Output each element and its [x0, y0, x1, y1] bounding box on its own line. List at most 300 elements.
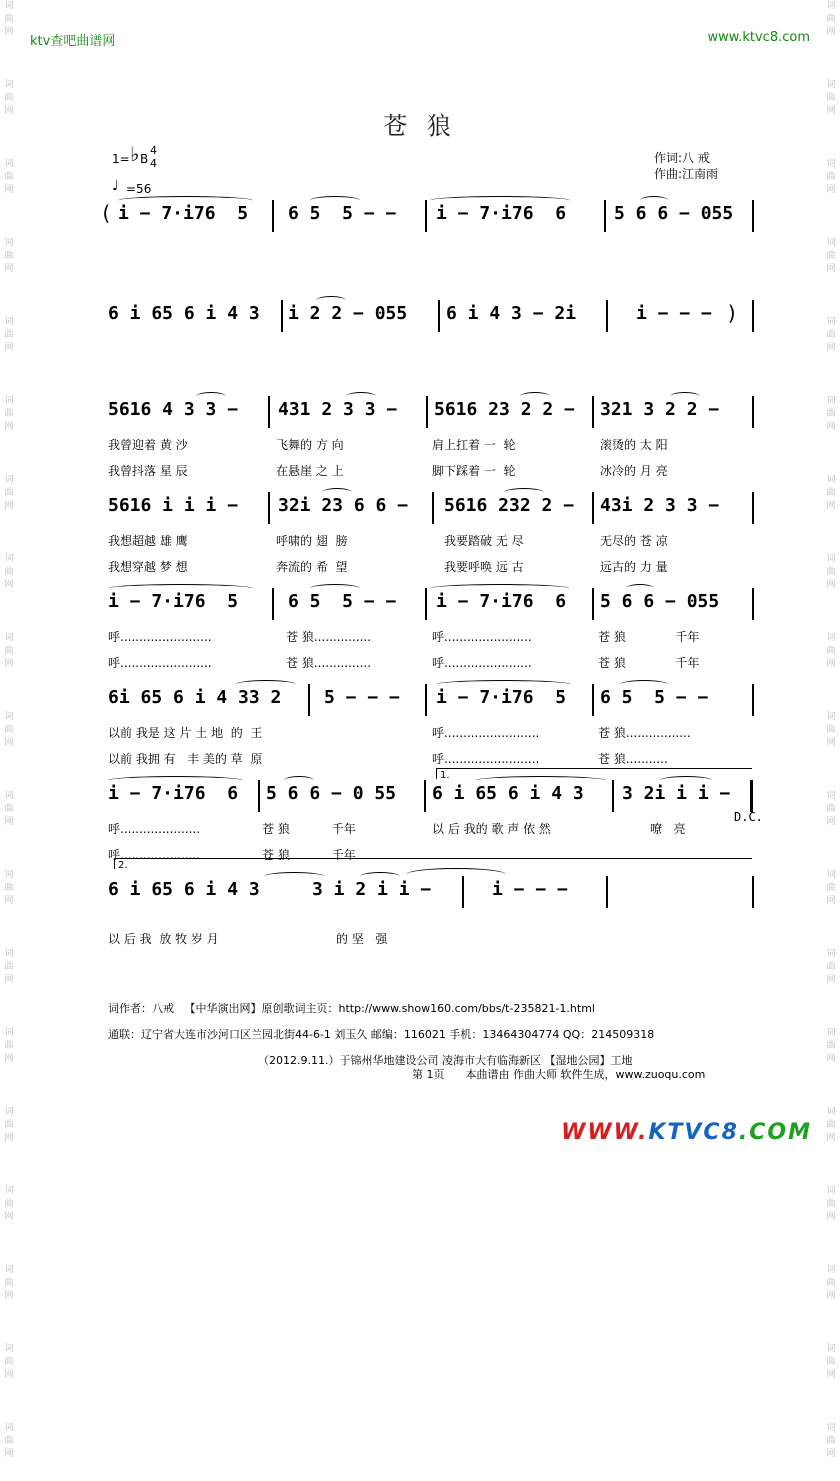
measure: 6 i 4 3 − 2i — [446, 303, 577, 324]
bar-line — [606, 300, 608, 332]
lyric: 苍 狼................. — [598, 726, 691, 740]
lyric: 以前 我是 这 片 土 地 的 王 — [108, 726, 263, 740]
slur — [360, 872, 400, 881]
volta-1-label: 1. — [440, 770, 450, 781]
score-row-2 — [0, 300, 840, 340]
watermark-gap — [2, 750, 16, 770]
watermark-glyph: 词 — [4, 1344, 14, 1354]
measure: 6 5 5 − − — [288, 203, 397, 224]
watermark-glyph: 词 — [4, 870, 14, 880]
lyric: 呼....................... — [432, 630, 532, 644]
footer-address-line: 通联：辽宁省大连市沙河口区兰园北街44-6-1 刘玉久 邮编：116021 手机：13464304774 QQ：214509318 — [108, 1028, 655, 1041]
watermark-glyph: 词 — [4, 949, 14, 959]
bar-line — [752, 300, 754, 332]
measure: i − 7·i76 6 — [436, 203, 567, 224]
watermark-glyph: 词 — [826, 1107, 836, 1117]
watermark-gap — [824, 1224, 838, 1244]
watermark-right — [824, 0, 838, 1459]
slur — [520, 392, 550, 401]
bar-line — [752, 588, 754, 620]
watermark-glyph: 曲 — [826, 14, 836, 24]
measure: 6i 65 6 i 4 33 2 — [108, 687, 282, 708]
watermark-glyph: 词 — [826, 396, 836, 406]
watermark-gap — [824, 276, 838, 296]
slur — [620, 680, 668, 689]
watermark-left — [2, 0, 16, 1459]
slur — [316, 296, 346, 305]
watermark-glyph: 曲 — [826, 1199, 836, 1209]
watermark-gap — [2, 1066, 16, 1086]
lyric: 脚下踩着 一 轮 — [432, 464, 516, 478]
lyric: 以 后 我的 歌 声 依 然 — [432, 822, 551, 836]
watermark-glyph: 网 — [4, 738, 14, 748]
watermark-glyph: 网 — [826, 580, 836, 590]
slur — [284, 776, 314, 785]
watermark-glyph: 曲 — [826, 646, 836, 656]
key-letter: B — [140, 152, 149, 166]
watermark-glyph: 词 — [826, 1265, 836, 1275]
measure: 5 − − − — [324, 687, 400, 708]
watermark-glyph: 曲 — [826, 725, 836, 735]
watermark-glyph: 词 — [826, 949, 836, 959]
site-name-left[interactable]: ktv查吧曲谱网 — [30, 34, 116, 49]
watermark-glyph: 网 — [826, 27, 836, 37]
slur — [436, 680, 571, 689]
measure: 6 5 5 − − — [288, 591, 397, 612]
measure: 321 3 2 2 − — [600, 399, 720, 420]
watermark-gap — [824, 1145, 838, 1165]
bar-line — [272, 588, 274, 620]
measure: 5616 4 3 3 − — [108, 399, 239, 420]
lyric: 苍 狼 千年 — [262, 822, 356, 836]
lyricist: 作词:八 戒 — [654, 151, 710, 165]
watermark-glyph: 网 — [826, 659, 836, 669]
bar-line — [258, 780, 260, 812]
lyric: 苍 狼 千年 — [598, 656, 700, 670]
bar-line — [752, 200, 754, 232]
watermark-glyph: 词 — [826, 1, 836, 11]
watermark-glyph: 网 — [4, 975, 14, 985]
measure: 431 2 3 3 − — [278, 399, 398, 420]
bar-line — [606, 876, 608, 908]
watermark-glyph: 曲 — [4, 567, 14, 577]
measure: 5 6 6 − 0 55 — [266, 783, 397, 804]
watermark-glyph: 曲 — [826, 93, 836, 103]
watermark-glyph: 曲 — [4, 883, 14, 893]
score-row-1 — [0, 200, 840, 240]
watermark-gap — [824, 1461, 838, 1481]
watermark-glyph: 曲 — [826, 1041, 836, 1051]
watermark-glyph: 词 — [4, 1423, 14, 1433]
watermark-glyph: 词 — [4, 791, 14, 801]
watermark-glyph: 词 — [826, 1186, 836, 1196]
da-capo-mark: D.C. — [734, 810, 763, 824]
bar-line — [272, 200, 274, 232]
watermark-glyph: 网 — [826, 106, 836, 116]
watermark-glyph: 曲 — [826, 1120, 836, 1130]
watermark-gap — [824, 1303, 838, 1323]
score-row-5 — [0, 588, 840, 670]
measure: i − 7·i76 5 — [436, 687, 567, 708]
lyric: 飞舞的 方 向 — [276, 438, 344, 452]
watermark-glyph: 词 — [826, 475, 836, 485]
quarter-note-icon: ♩ — [112, 178, 119, 194]
watermark-glyph: 词 — [826, 238, 836, 248]
score-row-7 — [0, 770, 840, 862]
watermark-gap — [824, 1066, 838, 1086]
watermark-glyph: 网 — [826, 975, 836, 985]
bar-line — [268, 396, 270, 428]
watermark-glyph: 词 — [4, 396, 14, 406]
watermark-glyph: 网 — [826, 501, 836, 511]
watermark-glyph: 曲 — [826, 251, 836, 261]
notes-row — [0, 396, 840, 424]
footer-date-line: （2012.9.11.）于锦州华地建设公司 凌海市大有临海新区 【湿地公园】工地 — [258, 1054, 633, 1067]
volta-bracket-2 — [114, 858, 752, 859]
watermark-glyph: 网 — [4, 817, 14, 827]
time-sig-top: 4 — [150, 144, 157, 157]
lyric: 我曾迎着 黄 沙 — [108, 438, 188, 452]
time-signature — [150, 144, 157, 170]
watermark-glyph: 词 — [4, 475, 14, 485]
watermark-glyph: 词 — [826, 1344, 836, 1354]
watermark-glyph: 词 — [4, 1, 14, 11]
watermark-glyph: 网 — [4, 422, 14, 432]
watermark-gap — [2, 355, 16, 375]
bar-line — [592, 492, 594, 524]
watermark-glyph: 网 — [4, 580, 14, 590]
measure: 43i 2 3 3 − — [600, 495, 720, 516]
score-row-6 — [0, 684, 840, 766]
watermark-glyph: 曲 — [4, 646, 14, 656]
credits — [654, 150, 718, 182]
watermark-glyph: 词 — [826, 159, 836, 169]
lyric: 无尽的 苍 凉 — [600, 534, 668, 548]
slur — [196, 392, 226, 401]
watermark-glyph: 曲 — [4, 1041, 14, 1051]
repeat-paren-open: ( — [100, 201, 113, 225]
watermark-glyph: 曲 — [826, 804, 836, 814]
measure: i − − − — [636, 303, 712, 324]
slur — [264, 872, 324, 881]
watermark-gap — [2, 434, 16, 454]
measure: i − 7·i76 5 — [118, 203, 249, 224]
watermark-glyph: 曲 — [4, 330, 14, 340]
watermark-glyph: 词 — [826, 633, 836, 643]
slur — [346, 392, 376, 401]
watermark-glyph: 曲 — [826, 1436, 836, 1446]
watermark-glyph: 网 — [826, 1370, 836, 1380]
lyric: 远古的 力 量 — [600, 560, 668, 574]
slur — [310, 584, 360, 593]
watermark-glyph: 曲 — [826, 883, 836, 893]
bar-line — [592, 588, 594, 620]
watermark-gap — [824, 829, 838, 849]
watermark-gap — [824, 39, 838, 59]
watermark-glyph: 曲 — [4, 725, 14, 735]
notes-row — [0, 684, 840, 712]
watermark-glyph: 词 — [4, 159, 14, 169]
slur — [660, 776, 712, 785]
bar-line — [268, 492, 270, 524]
watermark-glyph: 网 — [826, 1291, 836, 1301]
lyric: 呼......................... — [432, 752, 540, 766]
bar-line — [752, 684, 754, 716]
watermark-glyph: 词 — [4, 633, 14, 643]
watermark-glyph: 网 — [4, 27, 14, 37]
watermark-glyph: 网 — [826, 1133, 836, 1143]
bar-line — [432, 492, 434, 524]
slur — [640, 196, 668, 205]
watermark-glyph: 词 — [4, 317, 14, 327]
watermark-glyph: 词 — [4, 80, 14, 90]
watermark-glyph: 网 — [4, 1133, 14, 1143]
watermark-glyph: 曲 — [4, 14, 14, 24]
slur — [310, 196, 360, 205]
lyric: 嘹 亮 — [650, 822, 686, 836]
slur — [476, 776, 606, 785]
watermark-glyph: 网 — [4, 264, 14, 274]
measure: 6 i 65 6 i 4 3 — [432, 783, 584, 804]
watermark-glyph: 词 — [826, 870, 836, 880]
watermark-glyph: 网 — [826, 264, 836, 274]
watermark-glyph: 词 — [4, 238, 14, 248]
bar-line-end — [750, 780, 753, 812]
bar-line — [592, 396, 594, 428]
bar-line — [604, 200, 606, 232]
flat-symbol: ♭ — [130, 142, 140, 166]
watermark-gap — [824, 987, 838, 1007]
watermark-glyph: 网 — [4, 343, 14, 353]
bar-line — [281, 300, 283, 332]
repeat-paren-close: ) — [726, 301, 739, 325]
key-signature — [112, 140, 232, 200]
watermark-gap — [824, 750, 838, 770]
bar-line — [424, 780, 426, 812]
lyric: 滚烫的 太 阳 — [600, 438, 668, 452]
watermark-glyph: 曲 — [4, 962, 14, 972]
lyric: 呼啸的 翅 膀 — [276, 534, 348, 548]
footer-author-line: 词作者：八戒 【中华演出网】原创歌词主页：http://www.show160.com/bbs/t-235821-1.html — [108, 1002, 595, 1015]
watermark-glyph: 曲 — [4, 1199, 14, 1209]
watermark-glyph: 网 — [826, 896, 836, 906]
lyric: 苍 狼........... — [598, 752, 668, 766]
measure: 32i 23 6 6 − — [278, 495, 409, 516]
watermark-glyph: 曲 — [826, 330, 836, 340]
measure: i − 7·i76 6 — [108, 783, 239, 804]
site-url-right[interactable]: www.ktvc8.com — [707, 30, 810, 45]
watermark-glyph: 网 — [4, 1449, 14, 1459]
logo-part-a: WWW. — [561, 1120, 649, 1145]
watermark-glyph: 网 — [826, 1449, 836, 1459]
watermark-glyph: 网 — [826, 817, 836, 827]
volta-2-label: 2. — [118, 860, 128, 871]
measure: 5616 232 2 − — [444, 495, 575, 516]
footer-page-line: 第 1页 本曲谱由 作曲大师 软件生成，www.zuoqu.com — [412, 1068, 706, 1081]
measure: 5 6 6 − 055 — [600, 591, 720, 612]
watermark-gap — [824, 355, 838, 375]
slur — [236, 680, 296, 689]
bar-line — [425, 200, 427, 232]
tempo-value: =56 — [126, 182, 152, 196]
slur — [504, 488, 544, 497]
measure: 6 5 5 − − — [600, 687, 709, 708]
bar-line — [752, 396, 754, 428]
song-title: 苍 狼 — [383, 112, 457, 140]
lyric: 我要踏破 无 尽 — [444, 534, 524, 548]
volta-bracket-end — [436, 768, 437, 779]
lyric: 呼........................ — [108, 656, 212, 670]
lyric: 呼....................... — [432, 656, 532, 670]
watermark-glyph: 网 — [826, 1212, 836, 1222]
logo-part-c: .COM — [738, 1120, 812, 1145]
measure: 3 2i i i − — [622, 783, 731, 804]
volta-bracket-end — [114, 858, 115, 869]
measure: 6 i 65 6 i 4 3 — [108, 303, 260, 324]
lyric: 苍 狼 千年 — [262, 848, 356, 862]
watermark-gap — [2, 276, 16, 296]
score-row-3 — [0, 396, 840, 478]
watermark-glyph: 词 — [4, 1186, 14, 1196]
watermark-glyph: 网 — [826, 185, 836, 195]
watermark-gap — [2, 1461, 16, 1481]
watermark-glyph: 网 — [4, 896, 14, 906]
watermark-gap — [2, 1303, 16, 1323]
watermark-gap — [2, 1382, 16, 1402]
watermark-glyph: 网 — [4, 1054, 14, 1064]
watermark-glyph: 网 — [826, 1054, 836, 1064]
lyric: 苍 狼............... — [286, 656, 372, 670]
watermark-glyph: 词 — [826, 554, 836, 564]
measure: 5 6 6 − 055 — [614, 203, 734, 224]
measure: i − − − — [492, 879, 568, 900]
watermark-glyph: 曲 — [4, 251, 14, 261]
watermark-glyph: 词 — [826, 712, 836, 722]
watermark-glyph: 曲 — [826, 1357, 836, 1367]
slur — [406, 868, 506, 881]
watermark-glyph: 词 — [826, 317, 836, 327]
notes-row — [0, 492, 840, 520]
lyric: 呼..................... — [108, 848, 201, 862]
measure: 3 i 2 i i − — [312, 879, 432, 900]
volta-bracket-1 — [436, 768, 752, 769]
watermark-glyph: 曲 — [4, 1120, 14, 1130]
measure: 5616 23 2 2 − — [434, 399, 575, 420]
slur — [670, 392, 700, 401]
watermark-glyph: 曲 — [4, 172, 14, 182]
bar-line — [592, 684, 594, 716]
watermark-glyph: 网 — [826, 422, 836, 432]
watermark-glyph: 网 — [4, 1291, 14, 1301]
lyric: 冰冷的 月 亮 — [600, 464, 668, 478]
watermark-glyph: 曲 — [826, 567, 836, 577]
watermark-glyph: 词 — [826, 1028, 836, 1038]
measure: i 2 2 − 055 — [288, 303, 408, 324]
watermark-glyph: 曲 — [4, 93, 14, 103]
score-row-8 — [0, 860, 840, 946]
slur — [118, 196, 253, 205]
watermark-gap — [2, 39, 16, 59]
key-label: 1= — [112, 152, 130, 166]
watermark-glyph: 词 — [4, 554, 14, 564]
site-logo[interactable] — [561, 1120, 812, 1145]
composer: 作曲:江南雨 — [654, 167, 719, 181]
watermark-glyph: 词 — [4, 712, 14, 722]
watermark-glyph: 网 — [4, 1212, 14, 1222]
lyric: 以前 我拥 有 丰 美的 草 原 — [108, 752, 263, 766]
time-sig-bottom: 4 — [150, 157, 157, 170]
watermark-glyph: 词 — [4, 1265, 14, 1275]
bar-line — [426, 396, 428, 428]
bar-line — [425, 684, 427, 716]
lyric: 苍 狼 千年 — [598, 630, 700, 644]
slur — [108, 584, 253, 593]
slur — [430, 584, 570, 593]
bar-line — [752, 876, 754, 908]
lyric: 在悬崖 之 上 — [276, 464, 344, 478]
score-row-4 — [0, 492, 840, 574]
watermark-gap — [2, 987, 16, 1007]
watermark-gap — [2, 829, 16, 849]
watermark-gap — [2, 1145, 16, 1165]
lyric: 我想超越 雄 鹰 — [108, 534, 188, 548]
watermark-glyph: 曲 — [826, 488, 836, 498]
watermark-glyph: 曲 — [4, 1278, 14, 1288]
lyric: 苍 狼............... — [286, 630, 372, 644]
watermark-glyph: 网 — [826, 738, 836, 748]
bar-line — [438, 300, 440, 332]
bar-line — [612, 780, 614, 812]
watermark-gap — [824, 1382, 838, 1402]
watermark-glyph: 曲 — [4, 804, 14, 814]
bar-line — [425, 588, 427, 620]
lyric: 呼......................... — [432, 726, 540, 740]
watermark-glyph: 网 — [4, 106, 14, 116]
lyric: 的 坚 强 — [336, 932, 388, 946]
watermark-gap — [2, 1224, 16, 1244]
watermark-glyph: 网 — [4, 659, 14, 669]
lyric: 呼........................ — [108, 630, 212, 644]
watermark-glyph: 词 — [4, 1028, 14, 1038]
watermark-glyph: 网 — [4, 501, 14, 511]
watermark-glyph: 曲 — [826, 409, 836, 419]
watermark-glyph: 网 — [4, 185, 14, 195]
watermark-gap — [824, 434, 838, 454]
watermark-glyph: 词 — [826, 791, 836, 801]
watermark-glyph: 曲 — [4, 1436, 14, 1446]
lyric: 我想穿越 梦 想 — [108, 560, 188, 574]
lyric: 我曾抖落 星 辰 — [108, 464, 188, 478]
watermark-glyph: 词 — [826, 80, 836, 90]
lyric: 以 后 我 放 牧 岁 月 — [108, 932, 219, 946]
watermark-glyph: 词 — [826, 1423, 836, 1433]
logo-part-b: KTVC8 — [648, 1120, 739, 1145]
watermark-glyph: 曲 — [4, 409, 14, 419]
measure: 6 i 65 6 i 4 3 — [108, 879, 260, 900]
notes-row — [0, 300, 840, 328]
watermark-glyph: 曲 — [826, 1278, 836, 1288]
watermark-glyph: 网 — [4, 1370, 14, 1380]
lyric: 呼..................... — [108, 822, 201, 836]
watermark-glyph: 曲 — [826, 962, 836, 972]
measure: i − 7·i76 5 — [108, 591, 239, 612]
measure: i − 7·i76 6 — [436, 591, 567, 612]
bar-line — [308, 684, 310, 716]
measure: 5616 i i i − — [108, 495, 239, 516]
watermark-glyph: 网 — [826, 343, 836, 353]
watermark-glyph: 曲 — [826, 172, 836, 182]
slur — [108, 776, 243, 785]
